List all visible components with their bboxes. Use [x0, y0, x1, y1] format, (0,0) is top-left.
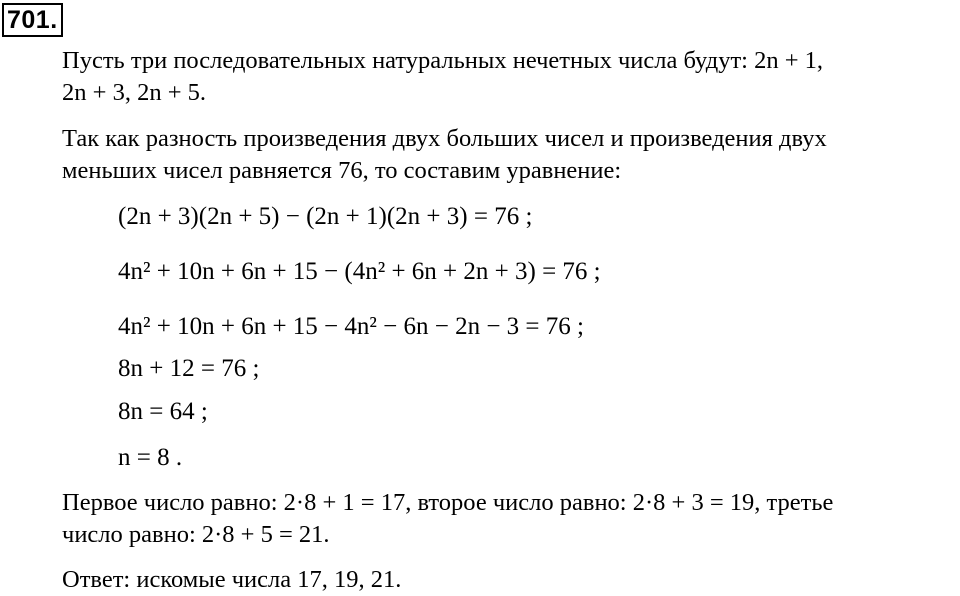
condition-paragraph [62, 123, 952, 187]
intro-line-2: 2n + 3, 2n + 5. [62, 79, 207, 106]
condition-line-2: меньших чисел равняется 76, то составим уравнение: [62, 157, 622, 184]
intro-line-1: Пусть три последовательных натуральных нечетных числа будут: 2n + 1, [62, 47, 824, 74]
equation-line: 8n = 64 ; [118, 398, 208, 425]
result-line-1: Первое число равно: 2·8 + 1 = 17, второе число равно: 2·8 + 3 = 19, третье [62, 489, 834, 516]
result-paragraph [62, 487, 952, 551]
problem-number: 701. [2, 3, 63, 37]
equation-line: 4n² + 10n + 6n + 15 − 4n² − 6n − 2n − 3 = 76 ; [118, 313, 584, 340]
condition-line-1: Так как разность произведения двух больших чисел и произведения двух [62, 125, 827, 152]
equation-line: n = 8 . [118, 444, 183, 471]
equation-line: (2n + 3)(2n + 5) − (2n + 1)(2n + 3) = 76 ; [118, 203, 533, 230]
answer-line: Ответ: искомые числа 17, 19, 21. [62, 566, 402, 593]
intro-paragraph [62, 45, 952, 109]
equation-line: 8n + 12 = 76 ; [118, 355, 260, 382]
equation-line: 4n² + 10n + 6n + 15 − (4n² + 6n + 2n + 3) = 76 ; [118, 258, 601, 285]
result-line-2: число равно: 2·8 + 5 = 21. [62, 521, 330, 548]
